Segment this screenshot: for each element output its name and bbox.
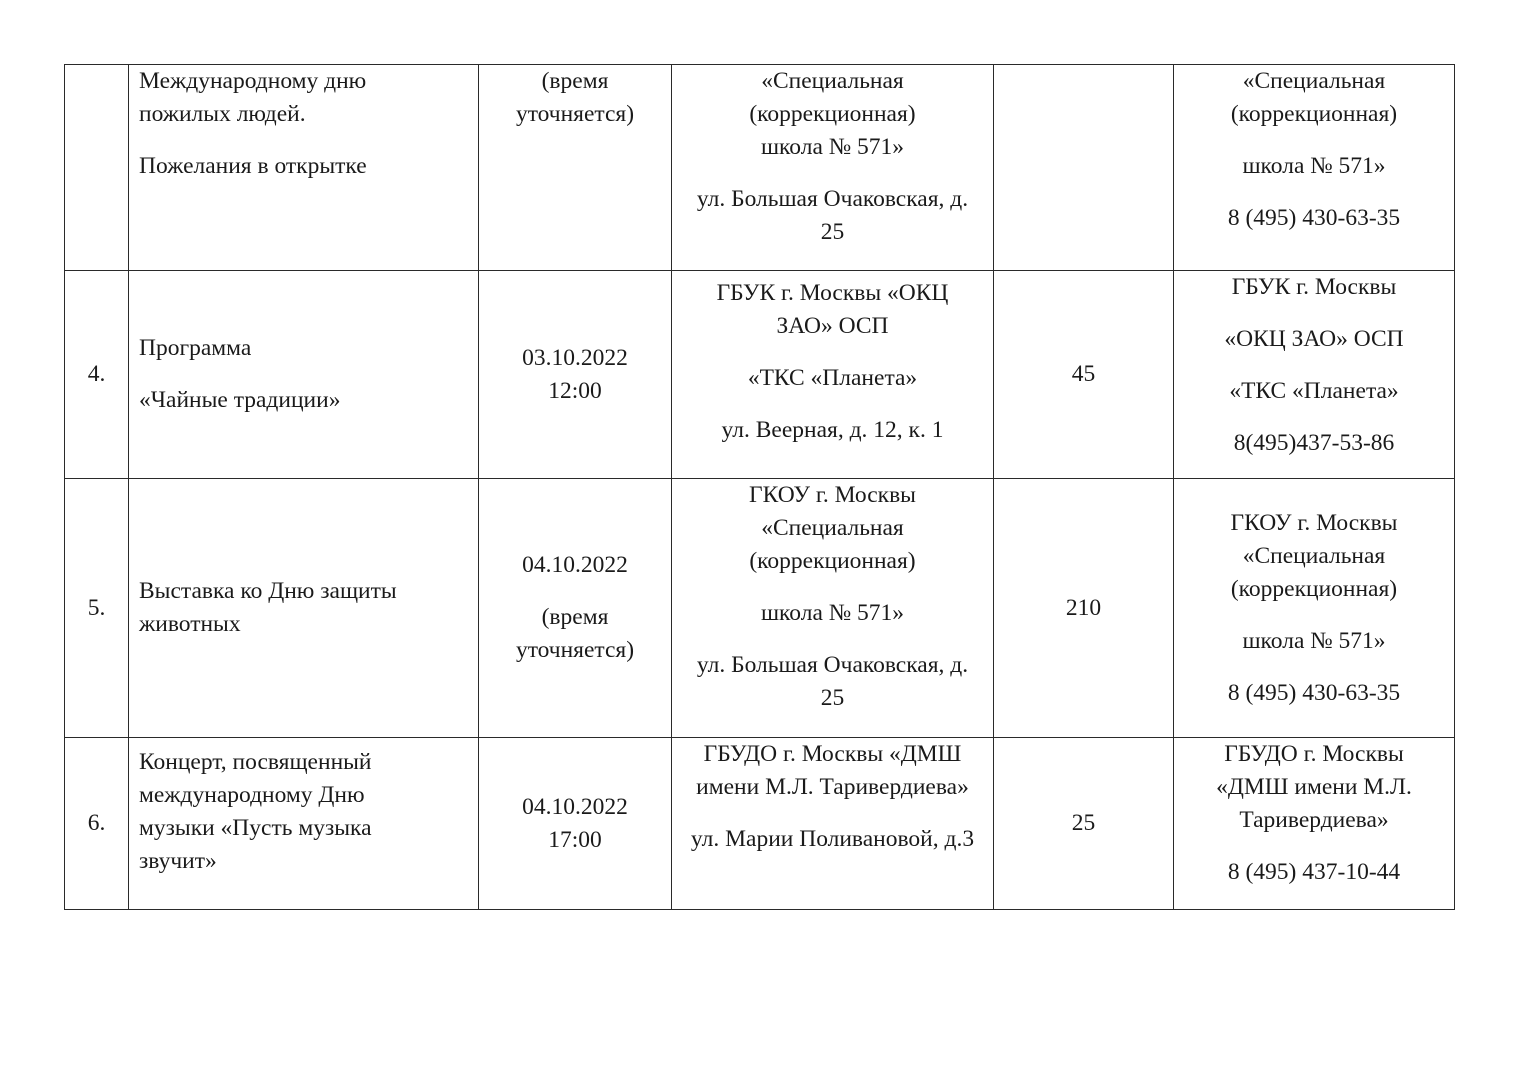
event-title-cell — [129, 65, 391, 270]
event-date-cell — [479, 271, 671, 478]
contact-phone: 8 (495) 430-63-35 — [1227, 205, 1401, 231]
venue-line: школа № 571» — [760, 600, 905, 626]
row-number — [65, 65, 128, 270]
row-number: 5. — [87, 594, 106, 621]
event-date-line: 03.10.2022 12:00 — [522, 344, 628, 404]
event-date-cell — [479, 479, 671, 737]
venue-address: ул. Марии Поливановой, д.3 — [690, 826, 975, 852]
contact-line: ГБУДО г. Москвы «ДМШ имени М.Л. Таривердиева» — [1216, 741, 1412, 833]
event-contact-cell — [1174, 479, 1454, 737]
venue-line: ГКОУ г. Москвы «Специальная (коррекционная) — [749, 482, 916, 574]
event-venue-cell — [672, 738, 993, 909]
contact-phone: 8(495)437-53-86 — [1233, 430, 1395, 456]
event-title-line: Концерт, посвященный международному Дню музыки «Пусть музыка звучит» — [139, 749, 372, 874]
events-table — [64, 64, 1455, 910]
event-title-line: «Чайные традиции» — [139, 387, 341, 413]
event-date-line: (время уточняется) — [515, 604, 635, 663]
venue-address: ул. Большая Очаковская, д. 25 — [696, 186, 969, 245]
event-title-line: Международному дню пожилых людей. — [139, 68, 367, 127]
event-contact-cell — [1174, 738, 1454, 909]
contact-line: «ОКЦ ЗАО» ОСП — [1224, 326, 1404, 352]
event-title-cell — [129, 479, 478, 737]
row-number: 6. — [87, 810, 106, 836]
event-venue-cell — [672, 479, 993, 737]
venue-line: ГБУДО г. Москвы «ДМШ имени М.Л. Таривердиева» — [696, 741, 969, 800]
participant-count: 210 — [1065, 594, 1102, 621]
contact-line: «Специальная (коррекционная) — [1230, 68, 1398, 127]
contact-line: «ТКС «Планета» — [1229, 378, 1399, 404]
event-date-line: 04.10.2022 — [522, 552, 628, 578]
table-row — [65, 738, 1455, 910]
event-date-line: 04.10.2022 17:00 — [522, 793, 628, 853]
event-title-cell — [129, 738, 478, 909]
table-row — [65, 271, 1455, 479]
event-contact-cell — [1174, 271, 1454, 478]
table-row — [65, 479, 1455, 738]
venue-line: ГБУК г. Москвы «ОКЦ ЗАО» ОСП — [716, 280, 949, 339]
venue-line: «ТКС «Планета» — [747, 365, 918, 391]
event-title-line: Пожелания в открытке — [139, 153, 367, 179]
participant-count: 45 — [1071, 361, 1096, 387]
event-title-line: Выставка ко Дню защиты животных — [139, 578, 397, 637]
contact-line: ГКОУ г. Москвы «Специальная (коррекционная) — [1230, 509, 1398, 602]
venue-address: ул. Веерная, д. 12, к. 1 — [721, 417, 944, 443]
event-title-line: Программа — [139, 335, 252, 361]
event-date-cell — [479, 65, 671, 270]
contact-line: ГБУК г. Москвы — [1231, 274, 1397, 300]
event-title-cell — [129, 271, 478, 478]
contact-phone: 8 (495) 437-10-44 — [1227, 859, 1401, 885]
event-contact-cell — [1174, 65, 1454, 270]
contact-line: школа № 571» — [1242, 627, 1386, 654]
event-venue-cell — [672, 271, 993, 478]
event-venue-cell — [672, 65, 993, 270]
event-date-line: (время уточняется) — [515, 68, 635, 127]
contact-phone: 8 (495) 430-63-35 — [1227, 679, 1401, 706]
participant-count — [994, 65, 1173, 270]
table-row — [65, 65, 1455, 271]
event-date-cell — [479, 738, 671, 909]
contact-line: школа № 571» — [1242, 153, 1386, 179]
venue-address: ул. Большая Очаковская, д. 25 — [696, 652, 969, 711]
venue-line: «Специальная (коррекционная) школа № 571» — [749, 68, 916, 160]
row-number: 4. — [87, 361, 106, 387]
participant-count: 25 — [1071, 810, 1096, 836]
